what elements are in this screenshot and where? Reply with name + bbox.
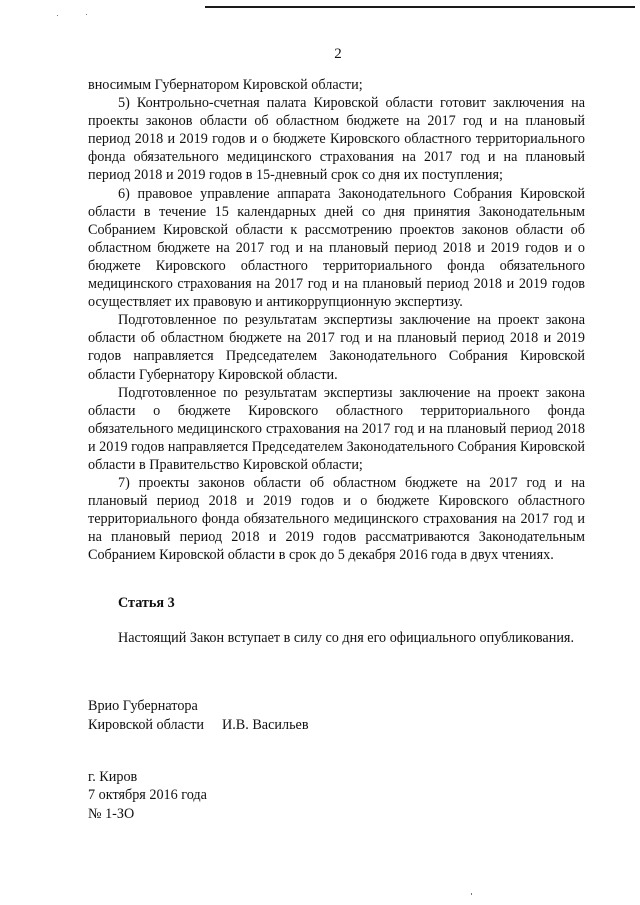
paragraph: Подготовленное по результатам экспертизы заключение на проект закона области об областном бюджете на 2017 год и на плановый период 2018 и 2019 годов направляется Председателем Законодательного Собрания Кировской области Губернатору Кировской области. — [88, 312, 585, 383]
signature-region: Кировской области — [88, 717, 204, 733]
article-heading: Статья 3 — [118, 595, 175, 611]
signature-line — [88, 716, 309, 734]
paragraph: 6) правовое управление аппарата Законодательного Собрания Кировской области в течение 15 календарных дней со дня принятия Законодательным Собранием Кировской области к рассмотрению проектов законов области об областном бюджете на 2017 год и на плановый период 2018 и 2019 годов и о бюджете Кировского областного территориального фонда обязательного медицинского страхования на 2017 год и на плановый период 2018 и 2019 годов осуществляет их правовую и антикоррупционную экспертизу. — [88, 185, 585, 311]
footer-law-number: № 1-ЗО — [88, 805, 135, 822]
paragraph: 7) проекты законов области об областном бюджете на 2017 год и на плановый период 2018 и 2019 годов и о бюджете Кировского областного территориального фонда обязательного медицинского страхования на 2017 год и на плановый период 2018 и 2019 годов рассматриваются Законодательным Собранием Кировской области в срок до 5 декабря 2016 года в двух чтениях. — [88, 475, 585, 564]
footer-city: г. Киров — [88, 769, 138, 785]
article-text: Настоящий Закон вступает в силу со дня его официального опубликования. — [118, 630, 574, 646]
signatory-name: И.В. Васильев — [222, 717, 309, 733]
document-footer — [88, 768, 207, 823]
paragraph: вносимым Губернатором Кировской области; — [88, 77, 363, 93]
paragraph: Подготовленное по результатам экспертизы заключение на проект закона области о бюджете Кировского областного территориального фонда обязательного медицинского страхования на 2017 год и на плановый период 2018 и 2019 годов направляется Председателем Законодательного Собрания Кировской области в Правительство Кировской области; — [88, 384, 585, 473]
scan-speck — [471, 893, 472, 895]
paragraph: 5) Контрольно-счетная палата Кировской области готовит заключения на проекты законов области об областном бюджете на 2017 год и на плановый период 2018 и 2019 годов и о бюджете Кировского областного территориального фонда обязательного медицинского страхования на 2017 год и на плановый период 2018 и 2019 годов в 15-дневный срок со дня их поступления; — [88, 95, 585, 184]
document-body — [88, 76, 585, 565]
page-number: 2 — [334, 46, 342, 62]
scan-speck — [57, 15, 58, 16]
top-border-line — [205, 6, 635, 8]
scan-speck — [86, 14, 87, 15]
footer-date: 7 октября 2016 года — [88, 787, 207, 804]
signature-title: Врио Губернатора — [88, 698, 198, 714]
